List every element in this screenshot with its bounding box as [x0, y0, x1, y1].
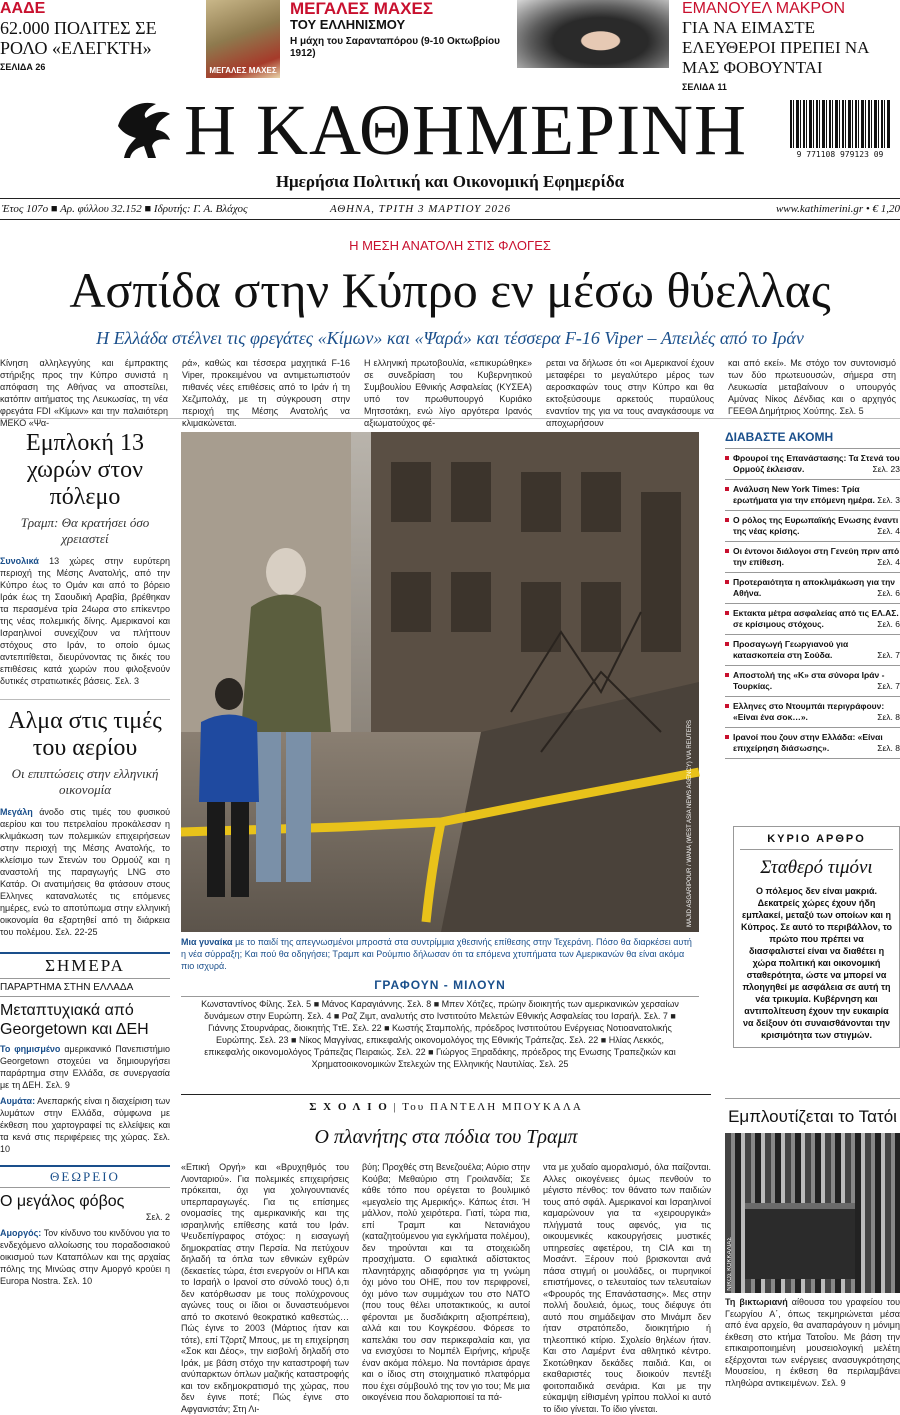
theoreio-headline: Ο μεγάλος φόβος	[0, 1193, 125, 1210]
website-price[interactable]: www.kathimerini.gr • € 1,20	[775, 203, 900, 215]
caption-text: με το παιδί της απεγνωσμένοι μπροστά στα συντρίμμια χθεσινής επίθεσης στην Τεχεράνη. Πόσο θα διαρκέσει αυτή η νέα σύρραξη; Και πού θα οδηγήσει; Τραμπ και Ρούμπιο δήλωσαν ότι τα επόμενα χτυπήματα των Αμερικανών θα είναι ακόμα πιο ισχυρά.	[181, 937, 692, 971]
theoreio-title: ΘΕΩΡΕΙΟ	[0, 1167, 170, 1188]
left-column	[0, 430, 170, 1287]
read-more-item[interactable]	[725, 511, 900, 542]
tatoi-headline: Εμπλουτίζεται το Τατόι	[728, 1107, 897, 1126]
simera-item2-text: Ανεπαρκής είναι η διαχείριση των λυμάτων στην Ελλάδα, σύμφωνα με έκθεση που χαρτογραφεί τις ελλείψεις και τα κενά στις περιφέρειες της χώρας. Σελ. 10	[0, 1096, 170, 1154]
commentary-column: βύη; Προχθές στη Βενεζουέλα; Αύριο στην Κούβα; Μεθαύριο στη Γροιλανδία; Σε κάθε τόπο που ορέγεται το βουλιμικό «μεγαλείο της Αμερικής». Κάπως έτσι. Ή μάλλον, πολύ χειρότερα. Γιατί, τώρα πια, επί Τραμπ και Νετανιάχου (καταζητούμενου για εγκλήματα πολέμου), δεν τηρούνται και τα στοιχειώδη προσχήματα. Ο εφιαλτικά αδίστακτος πλανητάρχης αδιαφόρησε για τη γνώμη όχι μόνο του ΟΗΕ, που τον περιφρονεί, όχι μόνο των συμμάχων του στο ΝΑΤΟ (που τους θέλει υποτακτικούς, κι αυτοί φέρονται με δυσδιάκριτη αξιοπρέπεια), αλλά και του Κογκρέσου. Φόρεσε το καπελάκι του σαν περικεφαλαία και, για να ενισχύσει το Νομπέλ Ειρήνης, κήρυξε έναν ακόμα πόλεμο. Να ποντάρισε άραγε και ο ίδιος στη στοιχηματικό πλατφόρμα που έχει σύμβουλό της τον γιο του; Με μια οικογένεια που δολαριοποιεί τα πά-	[362, 1162, 530, 1402]
story-lead-word: Συνολικά	[0, 556, 39, 566]
photo-credit: MAJID ASGARIPOUR / WANA (WEST ASIA NEWS AGENCY) VIA REUTERS	[687, 719, 693, 927]
simera-kicker: ΠΑΡΑΡΤΗΜΑ ΣΤΗΝ ΕΛΛΑΔΑ	[0, 979, 170, 997]
lead-headline[interactable]: Ασπίδα στην Κύπρο εν μέσω θύελλας	[69, 262, 831, 318]
teaser-middle[interactable]	[290, 0, 500, 60]
read-more-page: Σελ. 4	[877, 557, 900, 567]
teaser-middle-kicker: ΜΕΓΑΛΕΣ ΜΑΧΕΣ	[290, 0, 434, 18]
story-subheadline: Οι επιπτώσεις στην ελληνική οικονομία	[11, 766, 159, 797]
commentary-author: Του ΠΑΝΤΕΛΗ ΜΠΟΥΚΑΛΑ	[402, 1101, 583, 1113]
story-embloki[interactable]	[0, 430, 170, 687]
issue-info: Έτος 107ο ■ Αρ. φύλλου 32.152 ■ Ιδρυτής: Γ. Α. Βλάχος	[2, 203, 248, 215]
teaser-right-page: ΣΕΛΙΔΑ 11	[682, 82, 727, 92]
barcode-digits: 9 771108 979123	[796, 150, 869, 159]
caption-lead: Μια γυναίκα	[181, 937, 233, 947]
simera-item2-lead: Αυμάτα:	[0, 1096, 36, 1106]
griffin-logo-icon	[112, 96, 174, 162]
read-more-page: Σελ. 3	[877, 495, 900, 505]
editorial-body: Ο πόλεμος δεν είναι μακριά. Δεκατρείς χώρες έχουν ήδη εμπλακεί, μεταξύ των οποίων και η Κύπρος. Σε αυτό το περιβάλλον, το πρώτο που πρέπει να διασφαλιστεί είναι να διαθέτει η χώρα πολιτική και οικονομική σταθερότητα, ώστε να μπορεί να πλοηγηθεί με ασφάλεια σε αυτή τη νέα τρικυμία. Κυβέρνηση και αντιπολίτευση έχουν την ευκαιρία να δείξουν ότι συναισθάνονται την κρισιμότητα των στιγμών.	[740, 886, 893, 1040]
teaser-right-portrait[interactable]	[517, 0, 669, 68]
issue-date: ΑΘΗΝΑ, ΤΡΙΤΗ 3 ΜΑΡΤΙΟΥ 2026	[330, 203, 511, 215]
read-more-text: Ελληνες στο Ντουμπάι περιγράφουν: «Είναι ένα σοκ…».	[733, 701, 885, 722]
read-more-page: Σελ. 8	[877, 743, 900, 753]
read-more-item[interactable]	[725, 728, 900, 759]
editorial-title: ΚΥΡΙΟ ΑΡΘΡΟ	[740, 833, 893, 850]
read-more-item[interactable]	[725, 604, 900, 635]
read-more-item[interactable]	[725, 449, 900, 480]
teaser-left-page: ΣΕΛΙΔΑ 26	[0, 62, 46, 72]
read-more-page: Σελ. 6	[877, 619, 900, 629]
tatoi-photo-credit: ΝΙΚΟΣ ΚΟΚΚΑΛΙΑΣ	[727, 1237, 733, 1291]
simera-headline: Μεταπτυχιακά από Georgetown και ΔΕΗ	[0, 1002, 149, 1038]
story-lead-word: Μεγάλη	[0, 807, 33, 817]
masthead-title[interactable]: Η ΚΑΘΗΜΕΡΙΝΗ	[184, 90, 748, 170]
editorial-box[interactable]	[733, 826, 900, 1048]
barcode-bars	[790, 100, 890, 148]
issue-line	[0, 198, 900, 220]
barcode-issue: 09	[873, 150, 884, 159]
lead-column: ρεται να δήλωσε ότι «οι Αμερικανοί έχουν μεταφέρει το μεγαλύτερο μέρος των αεροσκαφών τους στην Κύπρο και θα εκτοξεύσουμε αρκετούς πυραύλους εναντίον της για να τους αναγκάσουμε να αποχωρήσουν	[546, 358, 714, 428]
teaser-middle-subtitle: ΤΟΥ ΕΛΛΗΝΙΣΜΟΥ	[290, 17, 406, 32]
commentary-body	[181, 1162, 711, 1414]
read-more-item[interactable]	[725, 666, 900, 697]
tatoi-photo	[725, 1133, 900, 1293]
teaser-middle-description: Η μάχη του Σαρανταπόρου (9-10 Οκτωβρίου 1912)	[290, 36, 500, 59]
theoreio-page: Σελ. 2	[145, 1212, 170, 1222]
theoreio-item-lead: Αμοργός:	[0, 1228, 42, 1238]
theoreio-box[interactable]	[0, 1165, 170, 1287]
tatoi-body	[725, 1297, 900, 1389]
commentary-label: Σ Χ Ο Λ Ι Ο | Του ΠΑΝΤΕΛΗ ΜΠΟΥΚΑΛΑ	[181, 1094, 711, 1113]
tatoi-text: αίθουσα του γραφείου του Γεωργίου Α΄, όπως τεκμηριώνεται μέσα από ένα αρχείο, θα αναπαράγουν η μόνιμη έκθεση στο κτήμα Τατοΐου. Με βάση την επικαιροποιημένη μουσειολογική μελέτη εξέρχονται των ενέργειες ανασυγκρότησης Μουσείου, η έκθεση θα περιλαμβάνει πληθώρα αντικειμένων. Σελ. 9	[725, 1297, 900, 1388]
read-more-page: Σελ. 4	[877, 526, 900, 536]
story-aerio[interactable]	[0, 708, 170, 938]
teaser-right-kicker: ΕΜΑΝΟΥΕΛ ΜΑΚΡΟΝ	[682, 0, 846, 17]
commentary-column: «Επική Οργή» και «Βρυχηθμός του Λιονταριού». Για πολεμικές επιχειρήσεις πρόκειται, όχι για χολιγουντιανές υπερπαραγωγές. Για τις επίσημες ονομασίες της αμερικανικής και της ισραηλινής επίθεσης κατά του Ιράν. Ψευδεπίγραφος στόχος: η εισαγωγή δημοκρατίας στην Περσία. Να πετύχουν δηλαδή τα όπλα των εθνικών εχθρών (δεκαετίες τώρα, έτσι ενεργούν οι ΗΠΑ και το Ισραήλ ο Ιρανοί στο σύνολό τους) ό,τι δεν κατόρθωσαν με τους πολύχρονους αγώνες τους οι ίδιοι οι δυναστευόμενοι από το σκοτεινό θεοκρατικό καθεστώς… Πώς έγινε το 2003 (Μάρτιος ήταν και τότε), επί Τζορτζ Μπους, με τη επιχείρηση «Σοκ και Δέος», την εισβολή δηλαδή στο Ιράκ, με βάση στόχο την καταστροφή των ανύπαρκτων όπλων μαζικής καταστροφής και τον εκδημοκρατισμό της χώρας, που δεν έγινε ποτέ; Πώς έγινε στο Αφγανιστάν; Στη Λι-	[181, 1162, 349, 1414]
teaser-right-headline: ΓΙΑ ΝΑ ΕΙΜΑΣΤΕ ΕΛΕΥΘΕΡΟΙ ΠΡΕΠΕΙ ΝΑ ΜΑΣ ΦΟΒΟΥΝΤΑΙ	[682, 18, 869, 77]
read-more-page: Σελ. 7	[877, 681, 900, 691]
lead-body	[0, 357, 900, 428]
grafoun-title: ΓΡΑΦΟΥΝ - ΜΙΛΟΥΝ	[181, 978, 699, 997]
theoreio-item	[0, 1227, 170, 1287]
story-body	[0, 555, 170, 687]
theoreio-item-text: Τον κίνδυνο του κινδύνου για το ενδεχόμενο αλλοίωσης του ποραδοσιακού οικισμού των Καταπόλων και της αρχαίας πόλης της Μινώας στην Αμοργό κρούει η Europa Nostra. Σελ. 10	[0, 1228, 170, 1286]
tatoi-lead: Τη βικτωριανή	[725, 1297, 788, 1307]
teaser-middle-image-label: ΜΕΓΑΛΕΣ ΜΑΧΕΣ	[209, 66, 277, 75]
tatoi-story[interactable]	[725, 1098, 900, 1389]
read-more-item[interactable]	[725, 542, 900, 573]
editorial-headline: Σταθερό τιμόνι	[760, 857, 873, 878]
lead-column: και από εκεί». Με στόχο τον συντονισμό των δύο πρωτευουσών, σήμερα στη Λευκωσία μεταβαίνουν ο υπουργός Αμύνας Νίκος Δένδιας και ο αρχηγός ΓΕΕΘΑ Δημήτριος Χούπης. Σελ. 5	[728, 358, 896, 416]
grafoun-body[interactable]: Κωνσταντίνος Φίλης. Σελ. 5 ■ Μάνος Καραγιάννης. Σελ. 8 ■ Μπεν Χότζες, πρώην διοικητής των αμερικανικών χερσαίων δυνάμεων στην Ευρώπη. Σελ. 4 ■ Ραζ Ζιμτ, αναλυτής στο Ινστιτούτο Μελετών Εθνικής Ασφαλείας του Ισραήλ. Σελ. 7 ■ Γιάννης Στουρνάρας, διοικητής ΤτΕ. Σελ. 22 ■ Κωστής Σταμπολής, πρόεδρος Ινστιτούτου Ενέργειας Νοτιοανατολικής Ευρώπης. Σελ. 23 ■ Νίκος Μαγγίνας, επικεφαλής οικονομολόγος της Εθνικής Τράπεζας. Σελ. 22 ■ Ηλίας Λεκκός, επικεφαλής οικονομολόγος Τράπεζας Πειραιώς. Σελ. 22 ■ Γιώργος Ξηραδάκης, πρόεδρος της Ενωσης Τραπεζικών και Χρηματοοικονομικών Στελεχών της Ελληνικής Ναυτιλίας. Σελ. 25	[201, 999, 679, 1069]
read-more-item[interactable]	[725, 480, 900, 511]
teaser-left-headline: 62.000 ΠΟΛΙΤΕΣ ΣΕ ΡΟΛΟ «ΕΛΕΓΚΤΗ»	[0, 18, 157, 58]
teaser-right[interactable]	[682, 0, 900, 92]
story-text: 13 χώρες στην ευρύτερη περιοχή της Μέσης Ανατολής, από την Κύπρο έως το Ομάν και από το βόρειο Ιράκ έως τη Σαουδική Αραβία, βρέθηκαν τα περασμένα τρία 24ωρα στο επίκεντρο της νέας πολεμικής δίνης. Αμερικανοί και Ισραηλινοί συνεχίζουν να πλήττουν στόχους στο Ιράν, το οποίο όμως αντεπιτίθεται, διευρύνοντας τις δικές του επιθέσεις κατά χωρών που φιλοξενούν δυτικές στρατιωτικές βάσεις. Σελ. 3	[0, 556, 170, 686]
simera-text: αμερικανικό Πανεπιστήμιο Georgetown στοχεύει να δημιουργήσει παράρτημα στην Ελλάδα, σε συνεργασία με τη ΔΕΗ. Σελ. 9	[0, 1044, 170, 1090]
story-subheadline: Τραμπ: Θα κρατήσει όσο χρειαστεί	[20, 515, 150, 546]
read-more-item[interactable]	[725, 635, 900, 666]
story-headline: Αλμα στις τιμές του αερίου	[8, 708, 162, 761]
lead-column: Κίνηση αλληλεγγύης και έμπρακτης στήριξης προς την Κύπρο συνιστά η απόφαση της Αθήνας να αποστείλει, κατόπιν αιτήματος της Λευκωσίας, τη νέα φρεγάτα FDI «Κίμων» και την παλαιότερη ΜΕΚΟ «Ψα-	[0, 358, 168, 428]
simera-title: ΣΗΜΕΡΑ	[0, 954, 170, 979]
read-more-text: Οι έντονοι διάλογοι στη Γενεύη πριν από την επίθεση.	[733, 546, 900, 567]
lead-subheadline: Η Ελλάδα στέλνει τις φρεγάτες «Κίμων» και «Ψαρά» και τέσσερα F-16 Viper – Απειλές από το Ιράν	[96, 328, 804, 348]
read-more	[725, 430, 900, 759]
teaser-left-kicker: ΑΑΔΕ	[0, 0, 46, 17]
simera-lead: Το φημισμένο	[0, 1044, 61, 1054]
story-body	[0, 806, 170, 938]
lead-photo[interactable]	[181, 432, 699, 932]
read-more-text: Εκτακτα μέτρα ασφαλείας από τις ΕΛ.ΑΣ. σε κρίσιμους στόχους.	[733, 608, 899, 629]
read-more-text: Προτεραιότητα η αποκλιμάκωση για την Αθήνα.	[733, 577, 896, 598]
commentary-column: ντα με χυδαίο αμοραλισμό, όλα παίζονται. Αλλες οικογένειες όμως πενθούν το μέγιστο πένθος: τον θάνατο των παιδιών τους από σφάλ. Αμερικανοί και Ισραηλινοί καμαρώνουν για τα «χειρουργικά» πλήγματά τους αφενός, για τις οικουμενικές κακουργήσεις μυστικές υπηρεσίες αφετέρου, τη CIA και τη Μοσάντ. Ξέρουν πού βρισκονται ανά πάσα στιγμή οι μουλάδες, οι πυρηνικοί επιστήμονες, ο τελευταίος των τελευταίων «Φρουρός της Επανάστασης». Μες στην πολλή δουλειά, όμως, τους διέφυγε ότι αυτό που σημάδεψαν στο Μινάμπ δεν ήταν στρατόπεδο, διοικητήριο ή τηλεοπτικό κτίριο. Σχολείο θηλέων ήταν. Και στο Λαμέρντ ένα αθλητικό κέντρο. Σκοτώθηκαν δεκάδες παιδιά. Και, οι εκαθαριστές τους διοικούν πεντέξι φοιτοπαιδικά σενάρια. Και με την εύκαμψη είθισμένη γρίπου πολλοί κι αυτό το ίδιο γίνεται. Το ίδιο γίνεται.	[543, 1162, 711, 1414]
photo-caption	[181, 936, 699, 972]
read-more-text: Προσαγωγή Γεωργιανού για κατασκοπεία στη Σούδα.	[733, 639, 849, 660]
read-more-text: Ιρανοί που ζουν στην Ελλάδα: «Είναι επιχείρηση διάσωσης».	[733, 732, 883, 753]
commentary-label-text: Σ Χ Ο Λ Ι Ο	[309, 1101, 389, 1113]
teaser-middle-image[interactable]	[206, 0, 280, 78]
teaser-left[interactable]	[0, 0, 190, 72]
barcode	[790, 100, 890, 162]
masthead-subtitle: Ημερήσια Πολιτική και Οικονομική Εφημερίδα	[275, 172, 625, 191]
read-more-text: Ο ρόλος της Ευρωπαϊκής Ενωσης έναντι της νέας κρίσης.	[733, 515, 899, 536]
story-text: άνοδο στις τιμές του φυσικού αερίου και του πετρελαίου προκάλεσαν η κλιμάκωση των πολεμικών επιχειρήσεων στην περιοχή της Μέσης Ανατολής, το κλείσιμο των Στενών του Ορμούζ και η αναστολή της παραγωγής LNG στο Κατάρ. Οι ανατιμήσεις θα φτάσουν στους Ελληνες καταναλωτές τις επόμενες ημέρες, ενώ το αποτύπωμα στην ελληνική οικονομία θα εξαρτηθεί από τη διάρκεια του πολέμου. Σελ. 22-25	[0, 807, 170, 937]
lead-column: Η ελληνική πρωτοβουλία, «επικυρώθηκε» σε συνεδρίαση του Κυβερνητικού Συμβουλίου Εθνικής Ασφαλείας (ΚΥΣΕΑ) υπό τον πρωθυπουργό Κυριάκο Μητσοτάκη, ενώ λίγο αργότερα Ιρανός αξιωματούχος φέ-	[364, 358, 532, 428]
lead-kicker: Η ΜΕΣΗ ΑΝΑΤΟΛΗ ΣΤΙΣ ΦΛΟΓΕΣ	[349, 238, 551, 253]
read-more-title: ΔΙΑΒΑΣΤΕ ΑΚΟΜΗ	[725, 430, 900, 449]
read-more-text: Φρουροί της Επανάστασης: Τα Στενά του Ορμούζ έκλεισαν.	[733, 453, 900, 474]
read-more-page: Σελ. 8	[877, 712, 900, 722]
simera-body	[0, 1043, 170, 1091]
read-more-page: Σελ. 6	[877, 588, 900, 598]
read-more-item[interactable]	[725, 573, 900, 604]
story-headline: Εμπλοκή 13 χωρών στον πόλεμο	[26, 430, 144, 510]
simera-item2	[0, 1095, 170, 1155]
commentary-headline[interactable]: Ο πλανήτης στα πόδια του Τραμπ	[314, 1126, 578, 1148]
read-more-text: Ανάλυση New York Times: Τρία ερωτήματα για την επόμενη ημέρα.	[733, 484, 875, 505]
read-more-item[interactable]	[725, 697, 900, 728]
read-more-page: Σελ. 7	[877, 650, 900, 660]
simera-box[interactable]	[0, 952, 170, 1155]
divider	[0, 699, 170, 700]
read-more-page: Σελ. 23	[872, 464, 900, 474]
read-more-text: Αποστολή της «Κ» στα σύνορα Ιράν - Τουρκίας.	[733, 670, 885, 691]
lead-column: ρά», καθώς και τέσσερα μαχητικά F-16 Viper, προκειμένου να αντιμετωπιστούν πιθανές νέες επιθέσεις από το Ιράν ή τη Χεζμπολάχ, με τη σύγκρουση στην περιοχή της Μέσης Ανατολής να κλιμακώνεται.	[182, 358, 350, 428]
